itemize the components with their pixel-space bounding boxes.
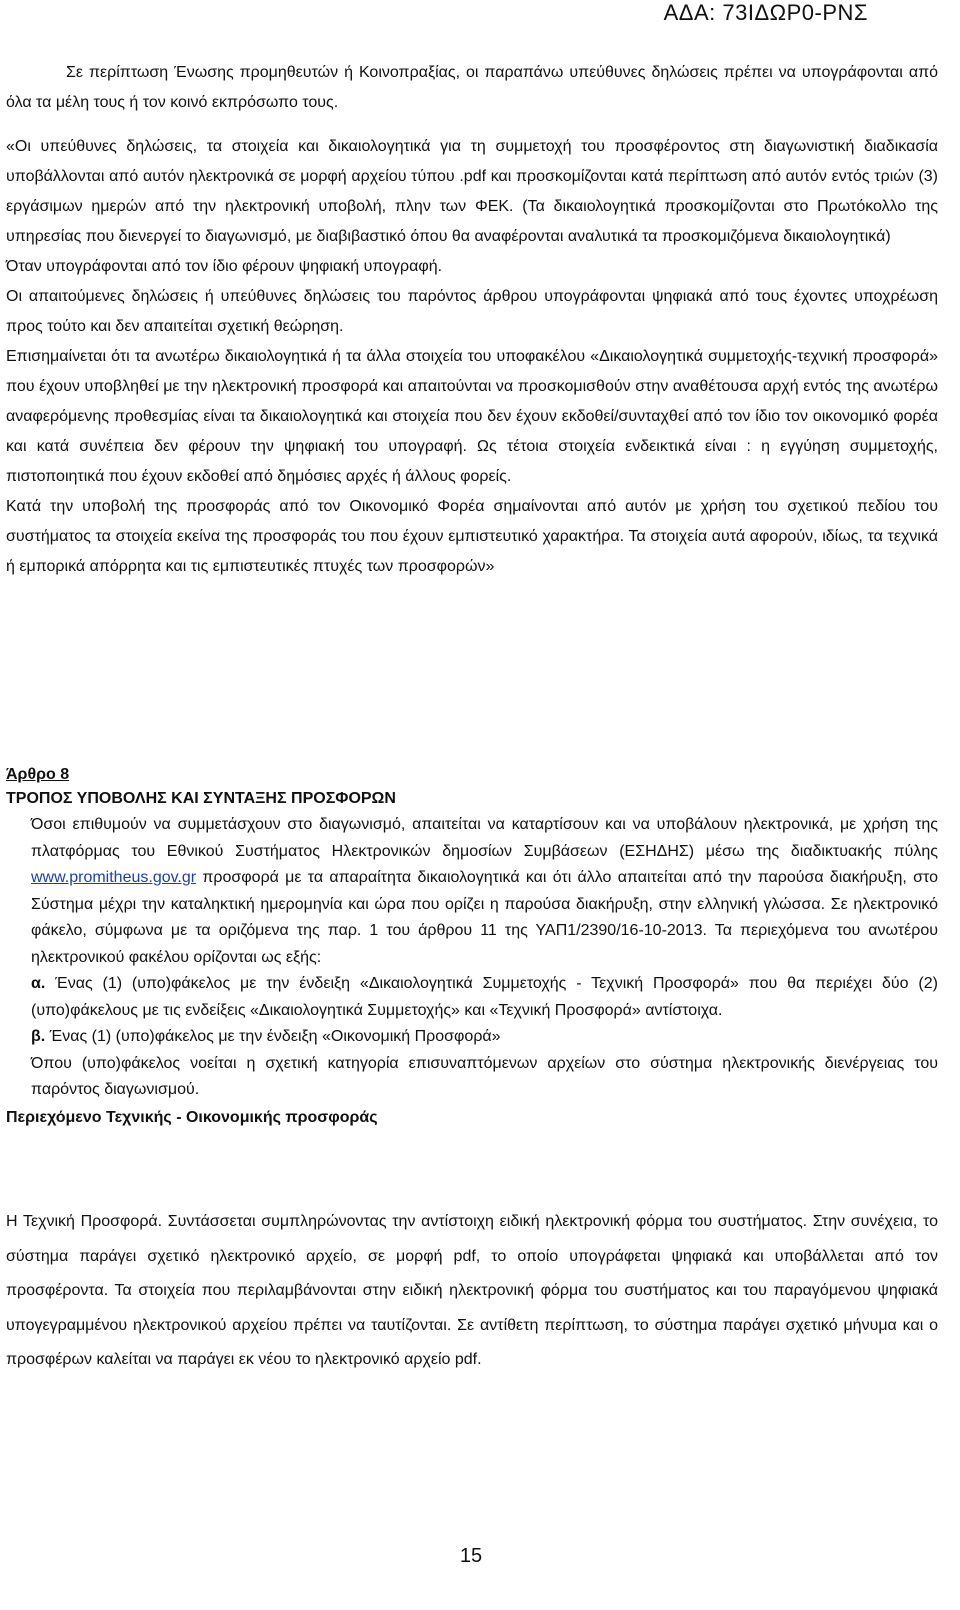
article-heading: ΤΡΟΠΟΣ ΥΠΟΒΟΛΗΣ ΚΑΙ ΣΥΝΤΑΞΗΣ ΠΡΟΣΦΟΡΩΝ — [6, 790, 396, 807]
item-a-text: Ένας (1) (υπο)φάκελος με την ένδειξη «Δικαιολογητικά Συμμετοχής - Τεχνική Προσφορά» που θα περιέχει δύο (2) (υπο)φάκελους με τις ενδείξεις «Δικαιολογητικά Συμμετοχής» και «Τεχνική Προσφορά» αντίστοιχα. — [31, 975, 938, 1019]
intro-paragraph-1: Σε περίπτωση Ένωσης προμηθευτών ή Κοινοπραξίας, οι παραπάνω υπεύθυνες δηλώσεις πρέπει να υπογράφονται από όλα τα μέλη τους ή τον κοινό εκπρόσωπο τους. — [6, 64, 938, 111]
technical-offer-paragraph: Η Τεχνική Προσφορά. Συντάσσεται συμπληρώνοντας την αντίστοιχη ειδική ηλεκτρονική φόρμα του συστήματος. Στην συνέχεια, το σύστημα παράγει σχετικό ηλεκτρονικό αρχείο, σε μορφή pdf, το οποίο υπογράφεται ψηφιακά και υποβάλλεται από τον προσφέροντα. Τα στοιχεία που περιλαμβάνονται στην ειδική ηλεκτρονική φόρμα του συστήματος και του παραγόμενου ψηφιακά υπογεγραμμένου ηλεκτρονικού αρχείου πρέπει να ταυτίζονται. Σε αντίθετη περίπτωση, το σύστημα παράγει σχετικό μήνυμα και ο προσφέρων καλείται να παράγει εκ νέου το ηλεκτρονικό αρχείο pdf. — [6, 1213, 938, 1368]
article-last-paragraph: Όπου (υπο)φάκελος νοείται η σχετική κατηγορία επισυναπτόμενων αρχείων στο σύστημα ηλεκτρονικής διενέργειας του παρόντος διαγωνισμού. — [31, 1054, 938, 1098]
item-a — [31, 971, 938, 1024]
content-subheading: Περιεχόμενο Τεχνικής - Οικονομικής προσφοράς — [6, 1108, 378, 1126]
item-b — [31, 1024, 938, 1051]
article-paragraph-1-start: Όσοι επιθυμούν να συμμετάσχουν στο διαγωνισμό, απαιτείται να καταρτίσουν και να υποβάλουν ηλεκτρονικά, με χρήση της πλατφόρμας του Εθνικού Συστήματος Ηλεκτρονικών δημοσίων Συμβάσεων (ΕΣΗΔΗΣ) μέσω της διαδικτυακής πύλης — [31, 816, 938, 860]
intro-paragraph-2: «Οι υπεύθυνες δηλώσεις, τα στοιχεία και δικαιολογητικά για τη συμμετοχή του προσφέροντος στη διαγωνιστική διαδικασία υποβάλλονται από αυτόν ηλεκτρονικά σε μορφή αρχείου τύπου .pdf και προσκομίζονται κατά περίπτωση από αυτόν εντός τριών (3) εργάσιμων ημερών από την ηλεκτρονική υποβολή, πλην των ΦΕΚ. (Τα δικαιολογητικά προσκομίζονται στο Πρωτόκολλο της υπηρεσίας που διενεργεί το διαγωνισμό, με διαβιβαστικό όπου θα αναφέρονται αναλυτικά τα προσκομιζόμενα δικαιολογητικά) — [6, 138, 938, 245]
article-8-section — [6, 764, 938, 1132]
intro-paragraph-3: Όταν υπογράφονται από τον ίδιο φέρουν ψηφιακή υπογραφή. — [6, 258, 443, 275]
article-paragraph-1 — [31, 812, 938, 971]
page-number: 15 — [459, 1545, 483, 1567]
promitheus-link[interactable]: www.promitheus.gov.gr — [31, 869, 197, 886]
article-title: Άρθρο 8 — [6, 766, 70, 783]
item-b-label: β. — [31, 1028, 46, 1045]
technical-offer-text — [6, 1205, 938, 1378]
ada-code: ΑΔΑ: 73ΙΔΩΡ0-ΡΝΣ — [663, 0, 868, 25]
article-paragraph-1-end: προσφορά με τα απαραίτητα δικαιολογητικά και ότι άλλο απαιτείται από την παρούσα διακήρυξη, στο Σύστημα μέχρι την καταληκτική ημερομηνία και ώρα που ορίζει η παρούσα διακήρυξη, στην ελληνική γλώσσα. Σε ηλεκτρονικό φάκελο, σύμφωνα με τα οριζόμενα της παρ. 1 του άρθρου 11 της ΥΑΠ1/2390/16-10-2013. Τα περιεχόμενα του ανωτέρου ηλεκτρονικού φακέλου ορίζονται ως εξής: — [31, 869, 938, 966]
item-a-label: α. — [31, 975, 46, 992]
intro-paragraph-6: Κατά την υποβολή της προσφοράς από τον Οικονομικό Φορέα σημαίνονται από αυτόν με χρήση του σχετικού πεδίου του συστήματος τα στοιχεία εκείνα της προσφοράς του που έχουν εμπιστευτικό χαρακτήρα. Τα στοιχεία αυτά αφορούν, ιδίως, τα τεχνικά ή εμπορικά απόρρητα και τις εμπιστευτικές πτυχές των προσφορών» — [6, 498, 938, 575]
intro-text — [6, 58, 938, 582]
item-b-text: Ένας (1) (υπο)φάκελος με την ένδειξη «Οικονομική Προσφορά» — [49, 1028, 501, 1045]
intro-paragraph-4: Οι απαιτούμενες δηλώσεις ή υπεύθυνες δηλώσεις του παρόντος άρθρου υπογράφονται ψηφιακά από τους έχοντες υποχρέωση προς τούτο και δεν απαιτείται σχετική θεώρηση. — [6, 288, 938, 335]
article-body — [31, 812, 938, 1104]
intro-paragraph-5: Επισημαίνεται ότι τα ανωτέρω δικαιολογητικά ή τα άλλα στοιχεία του υποφακέλου «Δικαιολογητικά συμμετοχής-τεχνική προσφορά» που έχουν υποβληθεί με την ηλεκτρονική προσφορά και απαιτούνται να προσκομισθούν στην αναθέτουσα αρχή εντός της ανωτέρω αναφερόμενης προθεσμίας είναι τα δικαιολογητικά και στοιχεία που δεν έχουν εκδοθεί/συνταχθεί από τον ίδιο τον οικονομικό φορέα και κατά συνέπεια δεν φέρουν την ψηφιακή του υπογραφή. Ως τέτοια στοιχεία ενδεικτικά είναι : η εγγύηση συμμετοχής, πιστοποιητικά που έχουν εκδοθεί από δημόσιες αρχές ή άλλους φορείς. — [6, 348, 938, 485]
